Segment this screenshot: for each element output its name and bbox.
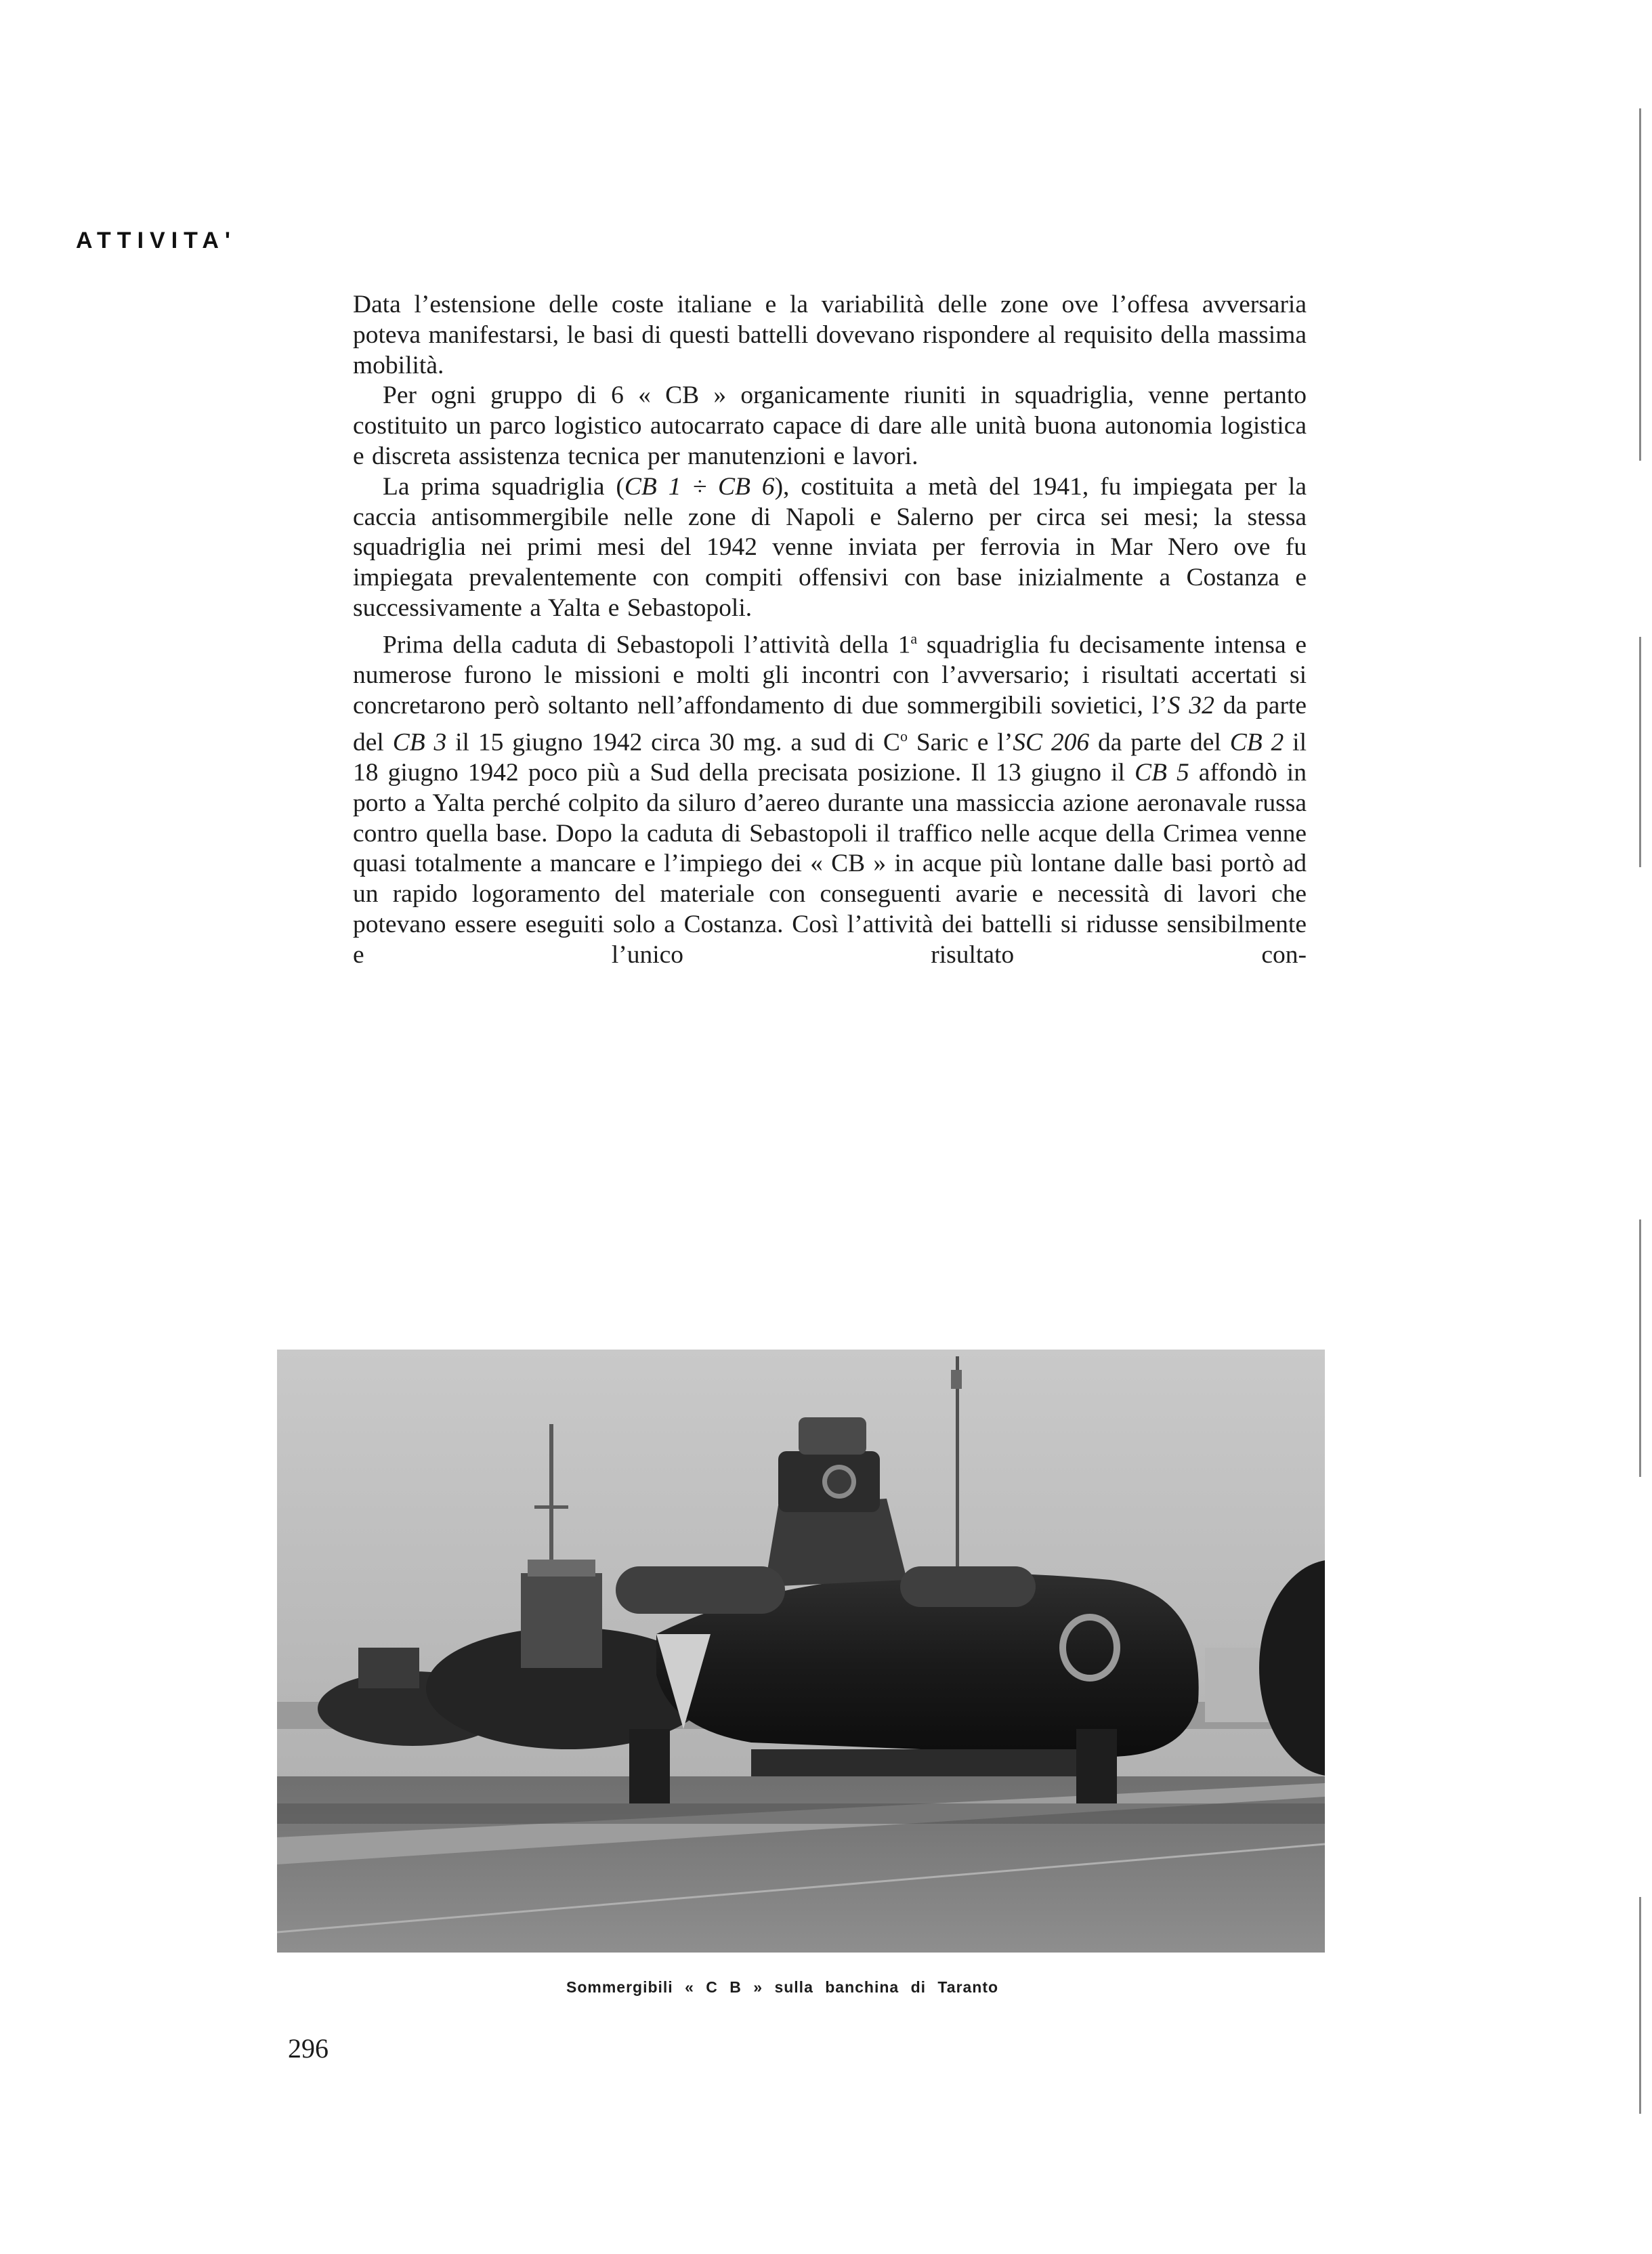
italic-run: CB 1 ÷ CB 6 (624, 472, 775, 501)
italic-run: SC 206 (1013, 728, 1090, 757)
text-run: il 18 giugno 1942 poco più a Sud della precisata posizione. Il 13 giugno il (353, 728, 1307, 787)
superscript: a (910, 629, 918, 647)
italic-run: S 32 (1167, 691, 1214, 719)
scan-edge-mark (1639, 108, 1641, 461)
text-run: ), costituita a metà del 1941, fu impiegata per la caccia antisommergibile nelle zone di Napoli e Salerno per circa sei mesi; la stessa squadriglia nei primi mesi del 1942 venne inviata per ferrovia in Mar Nero ove fu impiegata prevalentemente con compiti offensivi con base inizialmente a Costanza e successivamente a Yalta e Sebastopoli. (353, 472, 1307, 622)
text-run: affondò in porto a Yalta perché colpito da siluro d’aereo durante una massiccia azione aeronavale russa contro quella base. Dopo la caduta di Sebastopoli il traffico nelle acque della Crimea venne quasi totalmente a mancare e l’impiego dei « CB » in acque più lontane dalle basi portò ad un rapido logoramento del materiale con conseguenti avarie e necessità di lavori che potevano essere eseguiti solo a Costanza. Così l’attività dei battelli si ridusse sensibilmente e l’unico risultato con- (353, 758, 1307, 969)
page-number: 296 (288, 2033, 329, 2064)
paragraph (353, 624, 1307, 971)
scan-edge-mark (1639, 1219, 1641, 1477)
italic-run: CB 2 (1229, 728, 1284, 757)
scan-edge-mark (1639, 1897, 1641, 2114)
scan-edge-mark (1639, 637, 1641, 867)
text-run: il 15 giugno 1942 circa 30 mg. a sud di C (446, 728, 900, 757)
section-header: ATTIVITA' (76, 228, 237, 253)
text-run: Saric e l’ (907, 728, 1013, 757)
paragraph (353, 381, 1307, 472)
photo-caption: Sommergibili « C B » sulla banchina di Taranto (566, 1978, 999, 1996)
paragraph (353, 472, 1307, 624)
text-run: da parte del (353, 691, 1307, 757)
superscript: o (899, 727, 908, 745)
text-run: da parte del (1089, 728, 1230, 757)
italic-run: CB 3 (392, 728, 447, 757)
body-text (353, 290, 1307, 971)
text-run: squadriglia fu decisamente intensa e numerose furono le missioni e molti gli incontri con l’avversario; i risultati accertati si concretarono però soltanto nell’affondamento di due sommergibili sovietici, l’ (353, 631, 1307, 719)
text-run: Data l’estensione delle coste italiane e la variabilità delle zone ove l’offesa avversaria poteva manifestarsi, le basi di questi battelli dovevano rispondere al requisito della massima mobilità. (353, 291, 1307, 379)
text-run: Prima della caduta di Sebastopoli l’attività della 1 (383, 631, 911, 659)
text-run: Per ogni gruppo di 6 « CB » organicamente riuniti in squadriglia, venne pertanto costituito un parco logistico autocarrato capace di dare alle unità buona autonomia logistica e discreta assistenza tecnica per manutenzioni e lavori. (353, 381, 1307, 470)
submarine-photo (277, 1350, 1325, 1953)
italic-run: CB 5 (1135, 758, 1189, 787)
text-run: La prima squadriglia ( (383, 472, 624, 501)
paragraph (353, 290, 1307, 381)
